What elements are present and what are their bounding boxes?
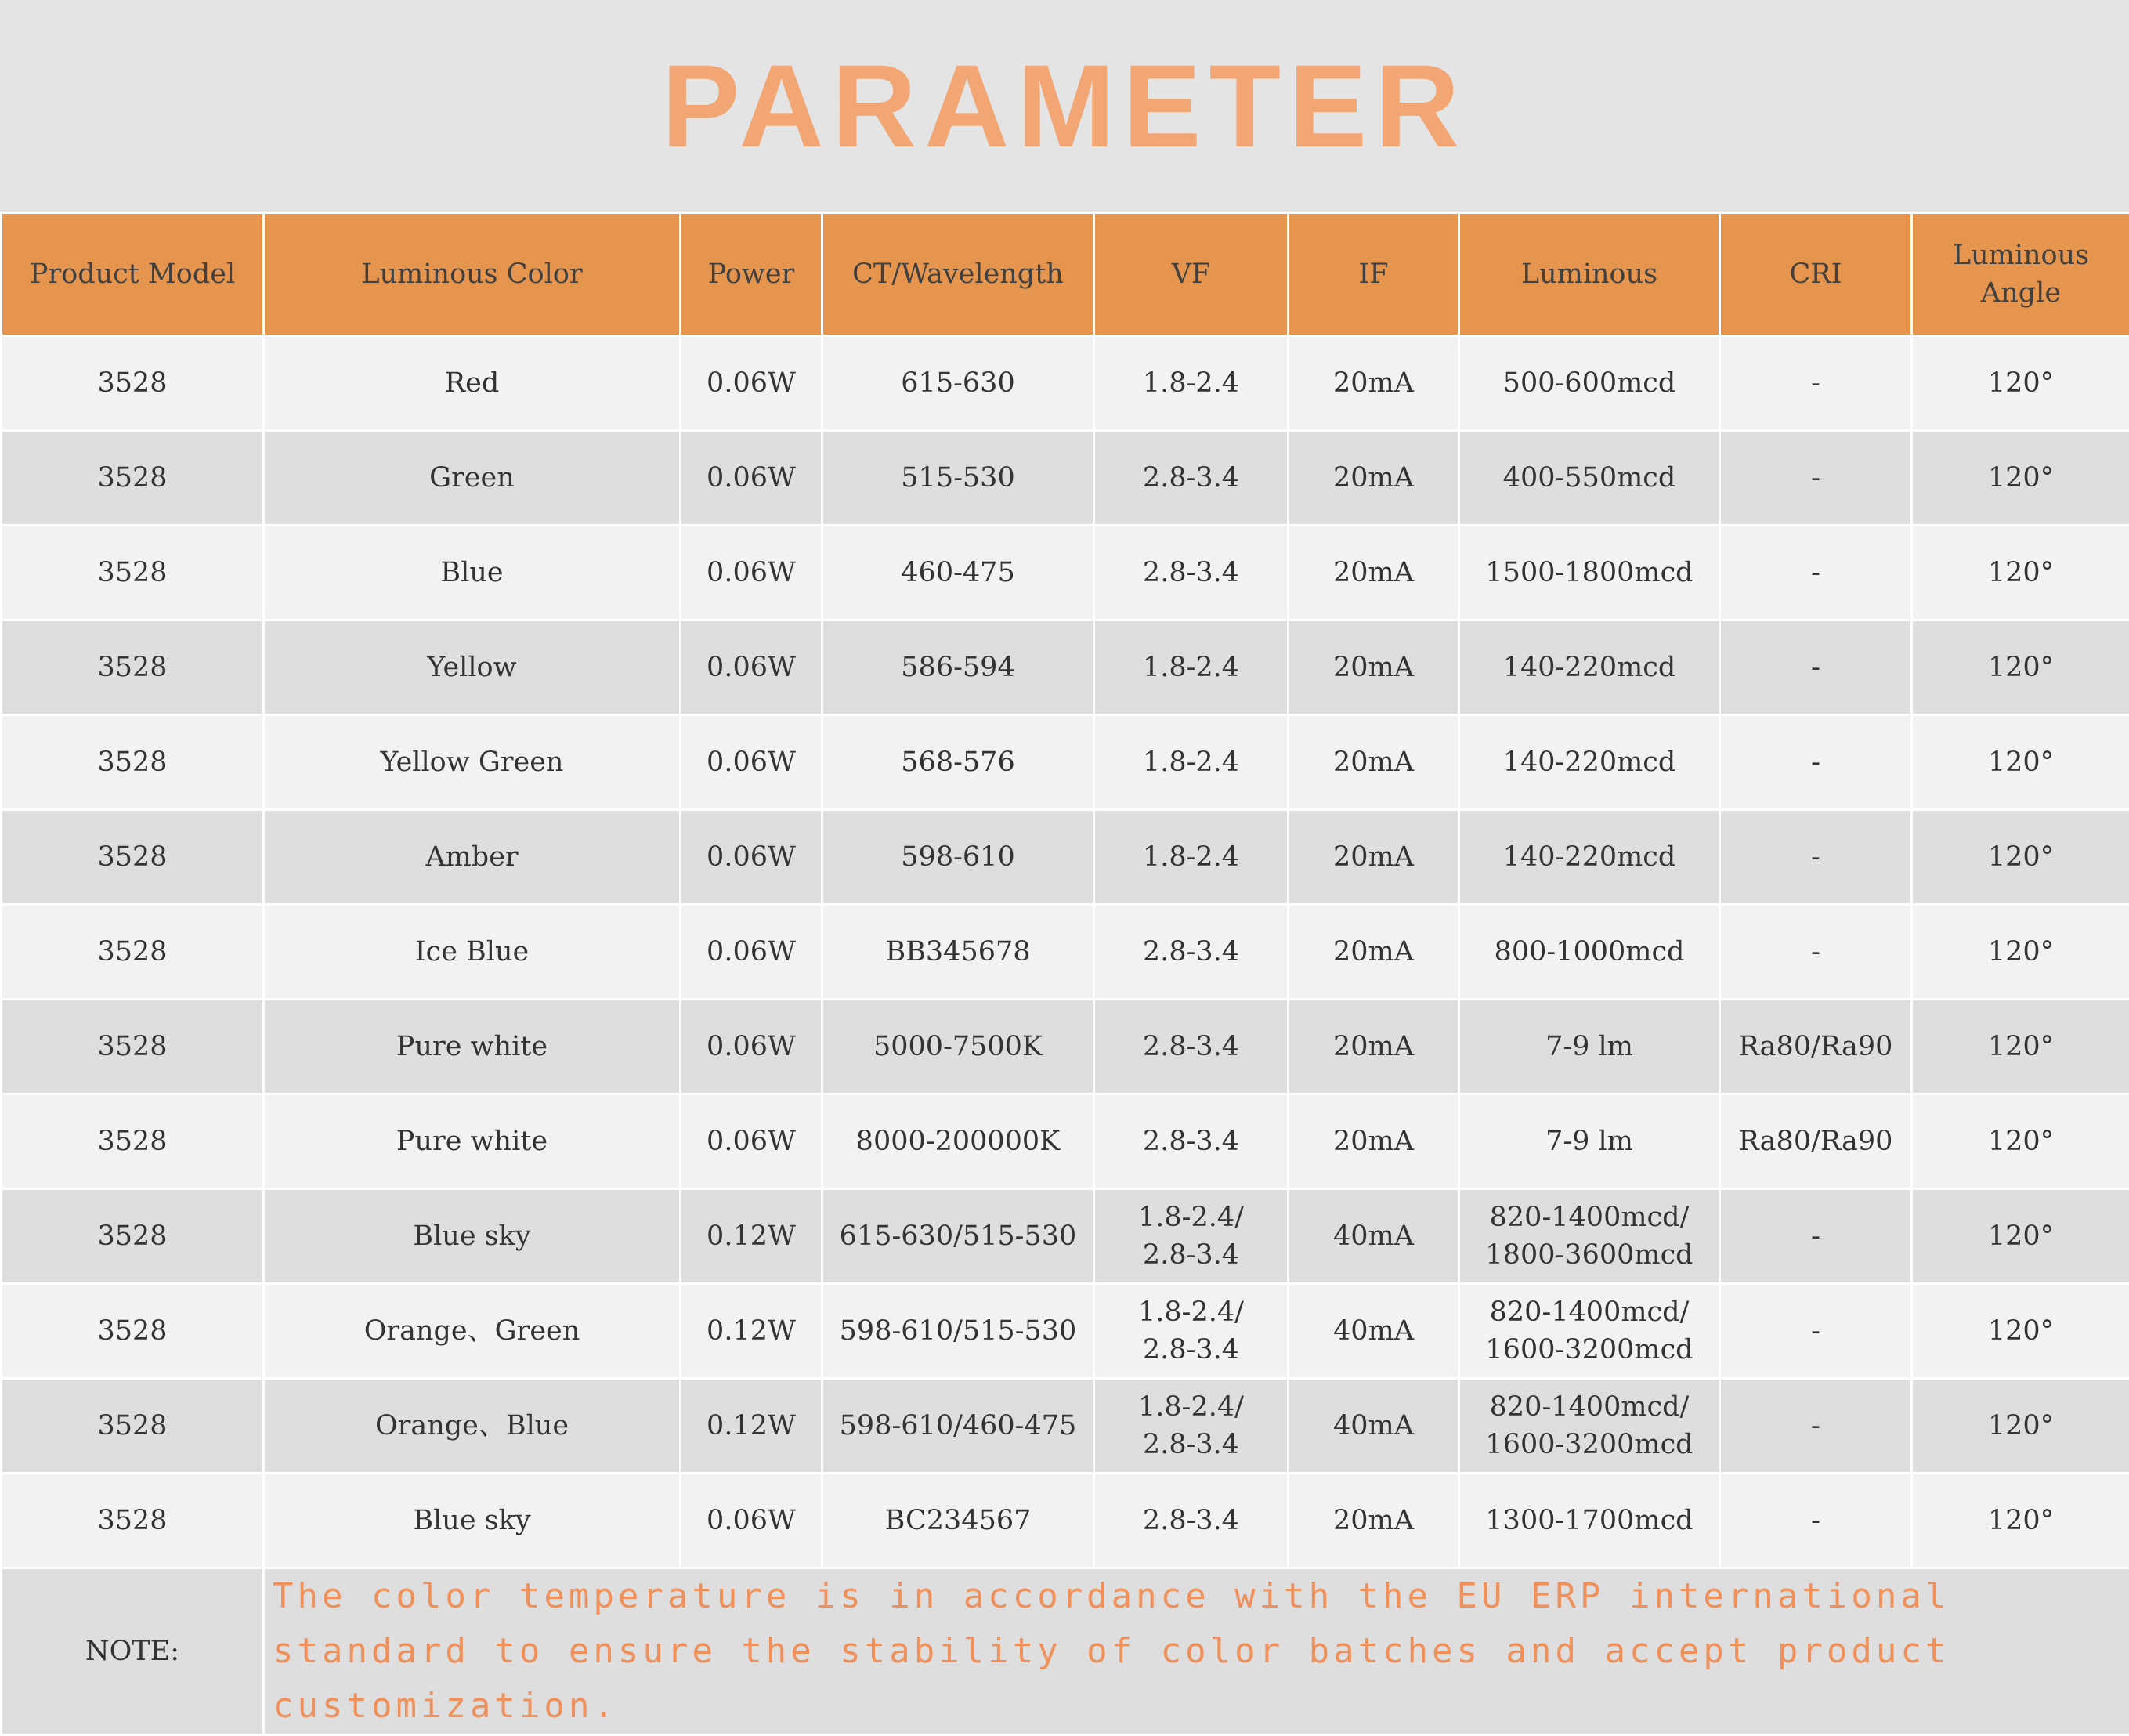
note-label: NOTE: [2,1568,264,1735]
cell-power: 0.12W [681,1189,822,1284]
cell-if: 20mA [1289,1000,1459,1094]
cell-luminous-angle: 120° [1912,905,2129,1000]
cell-luminous-angle: 120° [1912,1474,2129,1568]
cell-vf: 2.8-3.4 [1094,1474,1289,1568]
cell-luminous-color: Pure white [264,1000,681,1094]
cell-luminous: 140-220mcd [1459,620,1720,715]
cell-product-model: 3528 [2,715,264,810]
cell-luminous-angle: 120° [1912,526,2129,620]
cell-luminous: 820-1400mcd/ 1600-3200mcd [1459,1379,1720,1474]
cell-luminous: 500-600mcd [1459,336,1720,431]
cell-vf: 1.8-2.4 [1094,715,1289,810]
cell-ct-wavelength: 515-530 [822,431,1094,526]
cell-product-model: 3528 [2,1284,264,1379]
cell-cri: - [1720,1379,1912,1474]
cell-luminous-angle: 120° [1912,620,2129,715]
cell-if: 20mA [1289,526,1459,620]
cell-cri: - [1720,1474,1912,1568]
cell-vf: 1.8-2.4/ 2.8-3.4 [1094,1379,1289,1474]
cell-luminous-color: Yellow [264,620,681,715]
header-luminous-color: Luminous Color [264,213,681,336]
cell-vf: 1.8-2.4/ 2.8-3.4 [1094,1189,1289,1284]
header-vf: VF [1094,213,1289,336]
cell-power: 0.06W [681,620,822,715]
cell-product-model: 3528 [2,620,264,715]
cell-ct-wavelength: 5000-7500K [822,1000,1094,1094]
cell-luminous: 820-1400mcd/ 1800-3600mcd [1459,1189,1720,1284]
cell-cri: - [1720,715,1912,810]
cell-vf: 2.8-3.4 [1094,431,1289,526]
cell-luminous: 140-220mcd [1459,810,1720,905]
cell-luminous: 1300-1700mcd [1459,1474,1720,1568]
cell-ct-wavelength: 598-610 [822,810,1094,905]
cell-ct-wavelength: 598-610/460-475 [822,1379,1094,1474]
cell-ct-wavelength: 598-610/515-530 [822,1284,1094,1379]
cell-power: 0.12W [681,1379,822,1474]
parameter-table [0,212,2129,1736]
cell-vf: 2.8-3.4 [1094,1094,1289,1189]
table-row [2,715,2129,810]
cell-ct-wavelength: 568-576 [822,715,1094,810]
cell-power: 0.06W [681,1000,822,1094]
table-row [2,336,2129,431]
cell-power: 0.06W [681,526,822,620]
cell-if: 40mA [1289,1189,1459,1284]
cell-luminous-angle: 120° [1912,1379,2129,1474]
cell-luminous: 7-9 lm [1459,1000,1720,1094]
cell-if: 40mA [1289,1284,1459,1379]
cell-luminous-color: Blue sky [264,1189,681,1284]
header-power: Power [681,213,822,336]
cell-product-model: 3528 [2,336,264,431]
table-row [2,1379,2129,1474]
cell-power: 0.06W [681,431,822,526]
cell-ct-wavelength: 586-594 [822,620,1094,715]
cell-product-model: 3528 [2,526,264,620]
table-row [2,1000,2129,1094]
cell-luminous-color: Orange、Blue [264,1379,681,1474]
cell-ct-wavelength: 615-630 [822,336,1094,431]
cell-luminous: 7-9 lm [1459,1094,1720,1189]
header-luminous: Luminous [1459,213,1720,336]
cell-power: 0.06W [681,336,822,431]
cell-luminous-angle: 120° [1912,1094,2129,1189]
cell-ct-wavelength: 460-475 [822,526,1094,620]
header-if: IF [1289,213,1459,336]
cell-luminous-color: Red [264,336,681,431]
cell-luminous-color: Amber [264,810,681,905]
cell-vf: 1.8-2.4 [1094,620,1289,715]
cell-power: 0.06W [681,905,822,1000]
cell-luminous-color: Blue [264,526,681,620]
table-row [2,1094,2129,1189]
cell-product-model: 3528 [2,1094,264,1189]
cell-product-model: 3528 [2,1474,264,1568]
cell-luminous-color: Orange、Green [264,1284,681,1379]
cell-product-model: 3528 [2,1189,264,1284]
cell-if: 20mA [1289,1094,1459,1189]
cell-if: 20mA [1289,1474,1459,1568]
cell-cri: - [1720,1189,1912,1284]
table-row [2,1284,2129,1379]
cell-luminous: 820-1400mcd/ 1600-3200mcd [1459,1284,1720,1379]
cell-luminous-angle: 120° [1912,1189,2129,1284]
cell-if: 20mA [1289,810,1459,905]
cell-ct-wavelength: 8000-200000K [822,1094,1094,1189]
cell-power: 0.06W [681,810,822,905]
cell-cri: Ra80/Ra90 [1720,1094,1912,1189]
cell-cri: - [1720,431,1912,526]
table-body [2,336,2129,1568]
cell-product-model: 3528 [2,1379,264,1474]
cell-power: 0.06W [681,1094,822,1189]
cell-product-model: 3528 [2,905,264,1000]
cell-cri: - [1720,336,1912,431]
cell-product-model: 3528 [2,810,264,905]
cell-vf: 2.8-3.4 [1094,1000,1289,1094]
cell-vf: 1.8-2.4/ 2.8-3.4 [1094,1284,1289,1379]
note-row [2,1568,2129,1735]
cell-luminous-angle: 120° [1912,336,2129,431]
cell-product-model: 3528 [2,431,264,526]
header-product-model: Product Model [2,213,264,336]
cell-luminous-angle: 120° [1912,431,2129,526]
cell-luminous-angle: 120° [1912,1000,2129,1094]
note-text: The color temperature is in accordance with the EU ERP international standard to ensure the stability of color batches and accept product customization. [264,1568,2129,1735]
table-row [2,1474,2129,1568]
cell-power: 0.06W [681,1474,822,1568]
cell-luminous-color: Pure white [264,1094,681,1189]
cell-ct-wavelength: 615-630/515-530 [822,1189,1094,1284]
title-band [0,0,2129,212]
header-cri: CRI [1720,213,1912,336]
cell-if: 20mA [1289,336,1459,431]
header-ct-wavelength: CT/Wavelength [822,213,1094,336]
cell-cri: - [1720,810,1912,905]
cell-luminous-color: Ice Blue [264,905,681,1000]
cell-cri: - [1720,905,1912,1000]
cell-luminous: 140-220mcd [1459,715,1720,810]
cell-ct-wavelength: BB345678 [822,905,1094,1000]
cell-cri: - [1720,620,1912,715]
table-row [2,905,2129,1000]
cell-if: 40mA [1289,1379,1459,1474]
cell-if: 20mA [1289,715,1459,810]
cell-luminous: 400-550mcd [1459,431,1720,526]
table-header-row [2,213,2129,336]
cell-if: 20mA [1289,620,1459,715]
cell-vf: 2.8-3.4 [1094,526,1289,620]
cell-power: 0.12W [681,1284,822,1379]
cell-if: 20mA [1289,431,1459,526]
cell-vf: 2.8-3.4 [1094,905,1289,1000]
cell-cri: - [1720,526,1912,620]
cell-luminous-angle: 120° [1912,1284,2129,1379]
table-row [2,620,2129,715]
cell-product-model: 3528 [2,1000,264,1094]
cell-luminous-angle: 120° [1912,810,2129,905]
table-row [2,431,2129,526]
cell-power: 0.06W [681,715,822,810]
cell-ct-wavelength: BC234567 [822,1474,1094,1568]
cell-vf: 1.8-2.4 [1094,336,1289,431]
table-row [2,810,2129,905]
cell-cri: Ra80/Ra90 [1720,1000,1912,1094]
cell-luminous-color: Yellow Green [264,715,681,810]
cell-luminous-color: Blue sky [264,1474,681,1568]
cell-if: 20mA [1289,905,1459,1000]
cell-cri: - [1720,1284,1912,1379]
cell-luminous-color: Green [264,431,681,526]
page-title: PARAMETER [662,47,1468,165]
table-row [2,526,2129,620]
cell-luminous: 1500-1800mcd [1459,526,1720,620]
header-luminous-angle: Luminous Angle [1912,213,2129,336]
cell-vf: 1.8-2.4 [1094,810,1289,905]
cell-luminous: 800-1000mcd [1459,905,1720,1000]
table-row [2,1189,2129,1284]
cell-luminous-angle: 120° [1912,715,2129,810]
